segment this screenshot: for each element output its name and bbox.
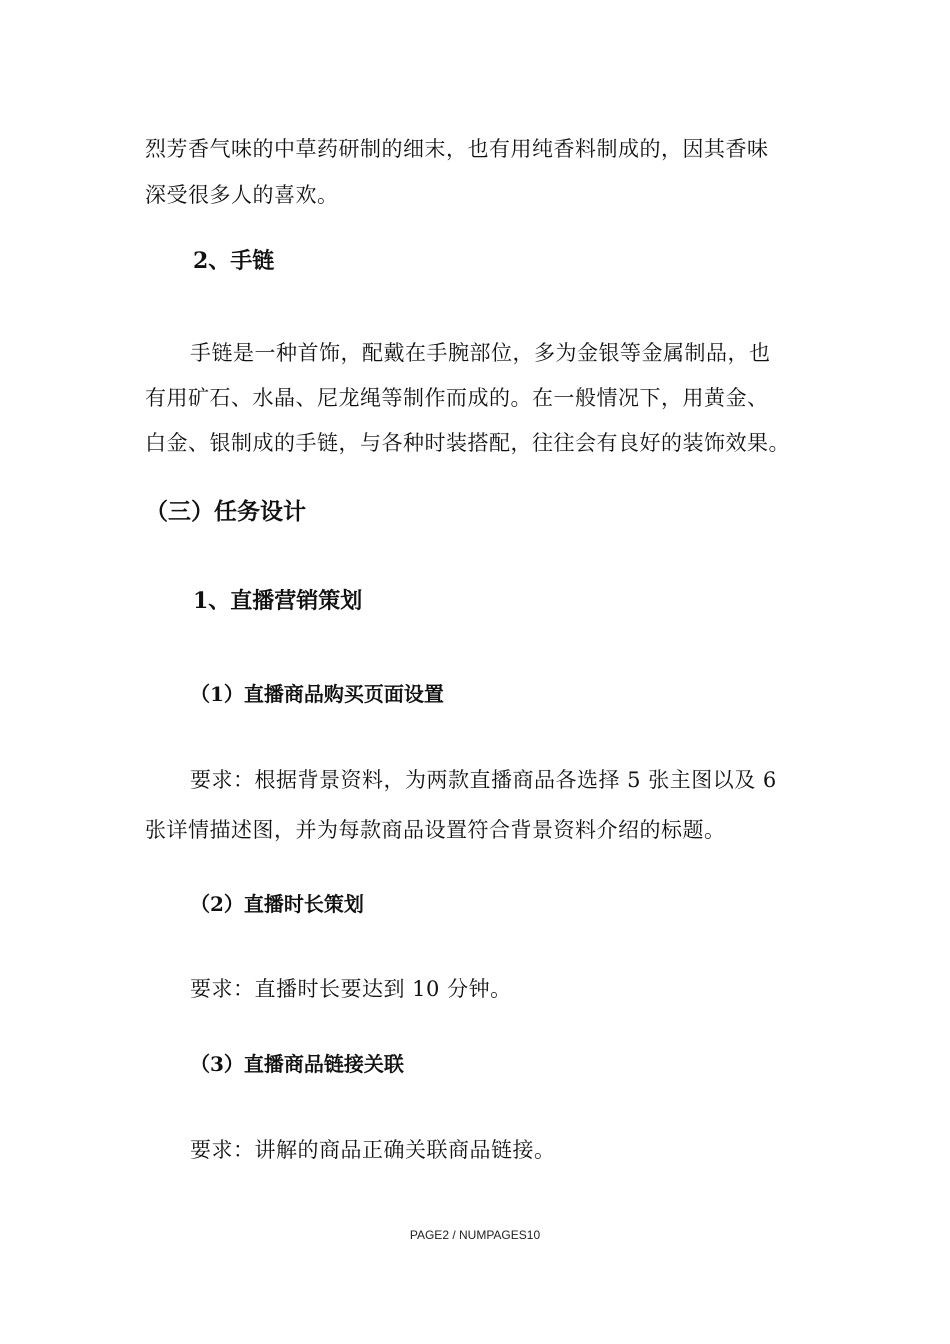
paragraph-line: 张详情描述图，并为每款商品设置符合背景资料介绍的标题。 [145,818,726,842]
subsection-heading-live-marketing: 1、直播营销策划 [193,588,363,614]
section-heading-bracelet: 2、手链 [193,248,275,274]
paragraph-line: 烈芳香气味的中草药研制的细末，也有用纯香料制成的，因其香味 [145,137,769,161]
paragraph-line: 手链是一种首饰，配戴在手腕部位，多为金银等金属制品，也 [190,341,771,365]
paragraph-line: 白金、银制成的手链，与各种时装搭配，往往会有良好的装饰效果。 [145,431,790,455]
paragraph-line: 有用矿石、水晶、尼龙绳等制作而成的。在一般情况下，用黄金、 [145,386,769,410]
item-title: （2）直播时长策划 [190,892,364,916]
paragraph-line: 要求：讲解的商品正确关联商品链接。 [190,1138,556,1162]
paragraph-line: 深受很多人的喜欢。 [145,183,339,207]
paragraph-line: 要求：直播时长要达到 10 分钟。 [190,977,512,1001]
item-title: （3）直播商品链接关联 [190,1052,404,1076]
section-heading-task-design: （三）任务设计 [145,498,306,525]
paragraph-line: 要求：根据背景资料，为两款直播商品各选择 5 张主图以及 6 [190,768,777,792]
item-title: （1）直播商品购买页面设置 [190,682,444,706]
page-number-footer: PAGE2 / NUMPAGES10 [409,1228,541,1242]
